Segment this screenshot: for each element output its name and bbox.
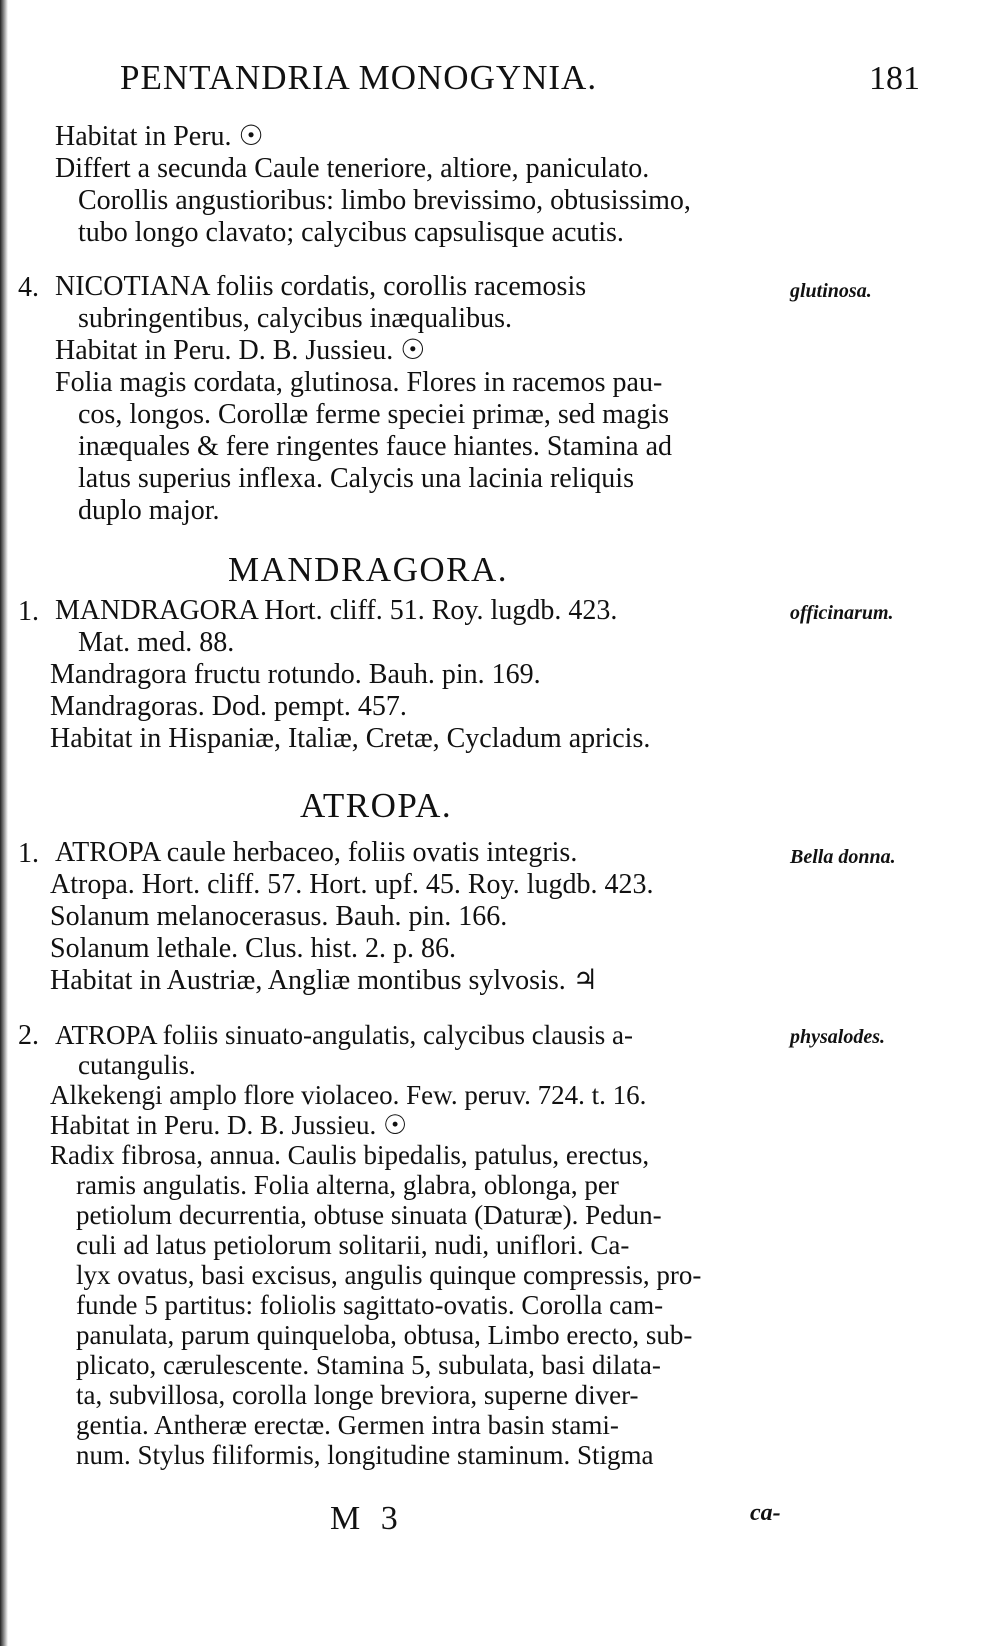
species-margin-name: physalodes. xyxy=(790,1026,885,1048)
species-margin-name: officinarum. xyxy=(790,602,894,624)
running-title: PENTANDRIA MONOGYNIA. xyxy=(120,58,598,97)
text-line: ramis angulatis. Folia alterna, glabra, oblonga, per xyxy=(76,1170,619,1200)
text-line: ATROPA foliis sinuato-angulatis, calycibus clausis a- xyxy=(55,1020,633,1050)
text-line: panulata, parum quinqueloba, obtusa, Limbo erecto, sub- xyxy=(76,1320,693,1350)
text-line: Atropa. Hort. cliff. 57. Hort. upf. 45. Roy. lugdb. 423. xyxy=(50,869,654,900)
text-line: subringentibus, calycibus inæqualibus. xyxy=(78,303,512,334)
text-line: Habitat in Peru. D. B. Jussieu. ☉ xyxy=(55,335,426,366)
species-number: 1. xyxy=(18,838,39,869)
text-line: Mandragoras. Dod. pempt. 457. xyxy=(50,691,407,722)
species-number: 4. xyxy=(18,272,39,303)
text-line: Mandragora fructu rotundo. Bauh. pin. 169. xyxy=(50,659,541,690)
text-line: NICOTIANA foliis cordatis, corollis racemosis xyxy=(55,271,587,302)
genus-heading-mandragora: MANDRAGORA. xyxy=(228,550,508,589)
page-edge-shadow xyxy=(0,0,8,1646)
text-line: Habitat in Hispaniæ, Italiæ, Cretæ, Cycladum apricis. xyxy=(50,723,651,754)
text-line: cutangulis. xyxy=(78,1050,196,1080)
text-line: ATROPA caule herbaceo, foliis ovatis integris. xyxy=(55,837,578,868)
text-line: gentia. Antheræ erectæ. Germen intra basin stami- xyxy=(76,1410,619,1440)
page-number: 181 xyxy=(869,60,920,97)
text-line: Habitat in Austriæ, Angliæ montibus sylvosis. ♃ xyxy=(50,965,598,996)
text-line: Radix fibrosa, annua. Caulis bipedalis, patulus, erectus, xyxy=(50,1140,650,1170)
text-line: Folia magis cordata, glutinosa. Flores in racemos pau- xyxy=(55,367,663,398)
text-line: MANDRAGORA Hort. cliff. 51. Roy. lugdb. 423. xyxy=(55,595,618,626)
text-line: tubo longo clavato; calycibus capsulisque acutis. xyxy=(78,217,624,248)
species-number: 2. xyxy=(18,1020,39,1051)
text-line: culi ad latus petiolorum solitarii, nudi, uniflori. Ca- xyxy=(76,1230,630,1260)
text-line: Alkekengi amplo flore violaceo. Few. peruv. 724. t. 16. xyxy=(50,1080,647,1110)
text-line: petiolum decurrentia, obtuse sinuata (Daturæ). Pedun- xyxy=(76,1200,662,1230)
species-margin-name: glutinosa. xyxy=(790,280,872,302)
text-line: Differt a secunda Caule teneriore, altiore, paniculato. xyxy=(55,153,650,184)
text-line: lyx ovatus, basi excisus, angulis quinque compressis, pro- xyxy=(76,1260,702,1290)
text-line: ta, subvillosa, corolla longe breviora, superne diver- xyxy=(76,1380,639,1410)
species-number: 1. xyxy=(18,596,39,627)
text-line: cos, longos. Corollæ ferme speciei primæ, sed magis xyxy=(78,399,670,430)
text-line: Habitat in Peru. D. B. Jussieu. ☉ xyxy=(50,1110,408,1140)
text-line: plicato, cærulescente. Stamina 5, subulata, basi dilata- xyxy=(76,1350,661,1380)
text-line: num. Stylus filiformis, longitudine staminum. Stigma xyxy=(76,1440,654,1470)
text-line: Corollis angustioribus: limbo brevissimo, obtusissimo, xyxy=(78,185,691,216)
text-line: inæquales & fere ringentes fauce hiantes. Stamina ad xyxy=(78,431,673,462)
signature-mark: M 3 xyxy=(330,1500,404,1537)
text-line: latus superius inflexa. Calycis una lacinia reliquis xyxy=(78,463,634,494)
text-line: Habitat in Peru. ☉ xyxy=(55,121,264,152)
text-line: duplo major. xyxy=(78,495,220,526)
text-line: funde 5 partitus: foliolis sagittato-ovatis. Corolla cam- xyxy=(76,1290,664,1320)
genus-heading-atropa: ATROPA. xyxy=(300,786,453,825)
catchword: ca- xyxy=(750,1500,781,1526)
text-line: Mat. med. 88. xyxy=(78,627,235,658)
species-margin-name: Bella donna. xyxy=(790,846,896,868)
page-header xyxy=(120,58,920,108)
text-line: Solanum melanocerasus. Bauh. pin. 166. xyxy=(50,901,508,932)
text-line: Solanum lethale. Clus. hist. 2. p. 86. xyxy=(50,933,456,964)
